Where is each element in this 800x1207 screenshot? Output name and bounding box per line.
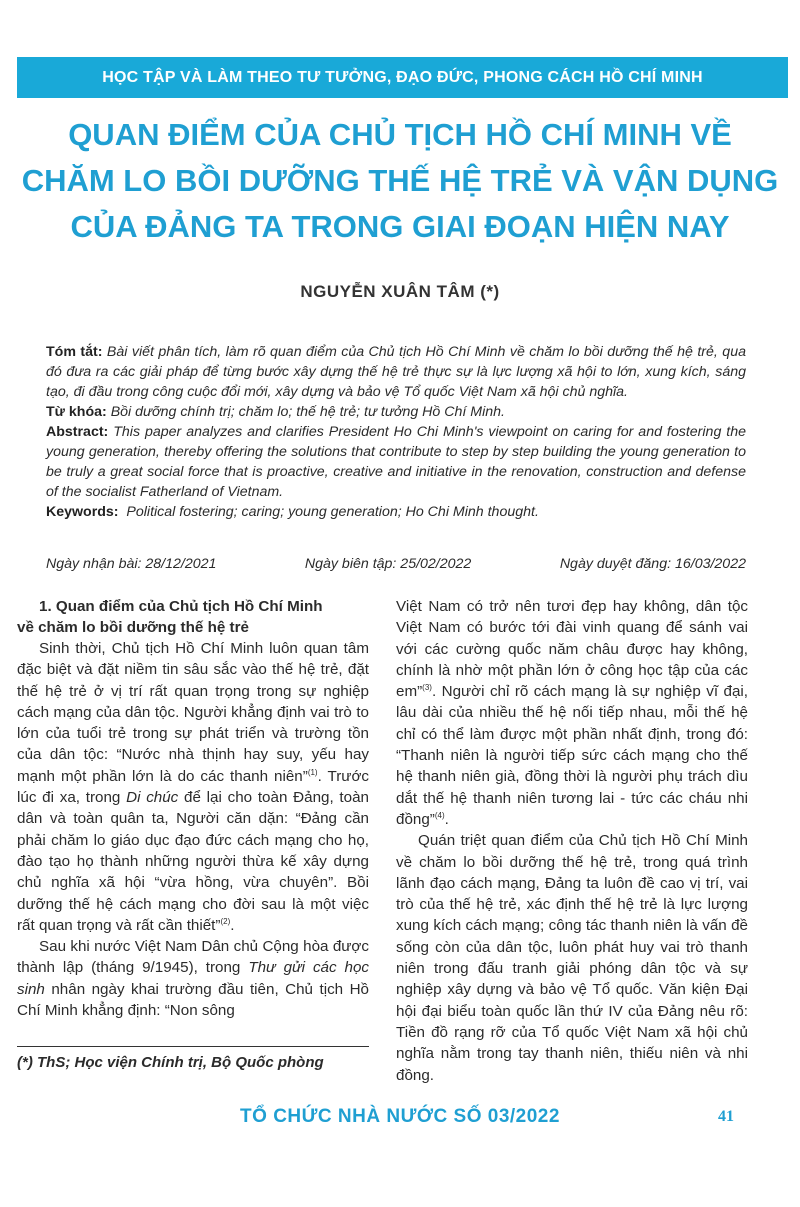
body-paragraph: Quán triệt quan điểm của Chủ tịch Hồ Chí Minh về chăm lo bồi dưỡng thế hệ trẻ, trong quá trình lãnh đạo cách mạng, Đảng ta luôn đề cao vị trí, vai trò của thế hệ trẻ, xác định thế hệ trẻ là lực lượng xung kích cách mạng; công tác thanh niên là vấn đề sống còn của dân tộc, luôn phát huy vai trò thanh niên trong đấu tranh giải phóng dân tộc và sự nghiệp xây dựng và bảo vệ Tổ quốc. Văn kiện Đại hội đại biểu toàn quốc lần thứ IV của Đảng nêu rõ: Tiền đồ rạng rỡ của Tổ quốc Việt Nam xã hội chủ nghĩa nằm trong tay thanh niên, thiếu niên và nhi đồng. — [396, 832, 748, 1084]
abstract-label: Abstract: — [46, 424, 109, 440]
section-heading-line: 1. Quan điểm của Chủ tịch Hồ Chí Minh — [39, 598, 323, 615]
journal-footer: TỔ CHỨC NHÀ NƯỚC SỐ 03/2022 — [240, 1106, 560, 1127]
summary-text: Bài viết phân tích, làm rõ quan điểm của Chủ tịch Hồ Chí Minh về chăm lo bồi dưỡng thế hệ trẻ, qua đó đưa ra các giải pháp để từng bước xây dựng thế hệ trẻ thực sự là lực lượng xã hội to lớn, xung kích, sáng tạo, đi đầu trong công cuộc đổi mới, xây dựng và bảo vệ Tổ quốc Việt Nam xã hội chủ nghĩa. — [46, 344, 746, 400]
article-dates — [46, 556, 746, 572]
footnote-ref: (3) — [422, 683, 432, 693]
summary-label: Tóm tắt: — [46, 344, 103, 360]
body-paragraph: Sinh thời, Chủ tịch Hồ Chí Minh luôn quan tâm đặc biệt và đặt niềm tin sâu sắc vào thế hệ trẻ, đặt thế hệ trẻ ở vị trí rất quan trọng trong sự nghiệp cách mạng của dân tộc. Người khẳng định vai trò to lớn của tuổi trẻ trong sự phát triển và trường tồn của dân tộc: “Nước nhà thịnh hay suy, yếu hay mạnh một phần lớn là do các thanh niên”$^{(1)}$. Trước lúc đi xa, trong Di chúc để lại cho toàn Đảng, toàn dân và toàn quân ta, Người căn dặn: “Đảng cần phải chăm lo giáo dục đạo đức cách mạng cho họ, đào tạo họ thành những người thừa kế xây dựng chủ nghĩa xã hội “vừa hồng, vừa chuyên”. Bồi dưỡng thế hệ cách mạng cho đời sau là một việc rất quan trọng và rất cần thiết”$^{(2)}$. — [17, 640, 370, 934]
keywords-vi-text: Bồi dưỡng chính trị; chăm lo; thế hệ trẻ; tư tưởng Hồ Chí Minh. — [110, 404, 505, 420]
date-approved: Ngày duyệt đăng: 16/03/2022 — [559, 556, 746, 572]
abstract-text: This paper analyzes and clarifies President Ho Chi Minh's viewpoint on caring for and fostering the young generation, thereby offering the solutions that contribute to step by step building the young generation to be truly a great social force that is proactive, creative and initiative in the renovation, construction and defense of the socialist Fatherland of Vietnam. — [46, 424, 746, 500]
keywords-vi — [46, 402, 746, 422]
section-banner: HỌC TẬP VÀ LÀM THEO TƯ TƯỞNG, ĐẠO ĐỨC, PHONG CÁCH HỒ CHÍ MINH — [17, 57, 788, 98]
author-footnote: (*) ThS; Học viện Chính trị, Bộ Quốc phòng — [17, 1054, 324, 1071]
summary-vi — [46, 342, 746, 402]
title-line: QUAN ĐIỂM CỦA CHỦ TỊCH HỒ CHÍ MINH VỀ — [68, 117, 732, 152]
body-paragraph: Sau khi nước Việt Nam Dân chủ Cộng hòa được thành lập (tháng 9/1945), trong Thư gửi các học sinh nhân ngày khai trường đầu tiên, Chủ tịch Hồ Chí Minh khẳng định: “Non sông — [17, 938, 370, 1020]
page-number: 41 — [718, 1108, 734, 1125]
footnote-ref: (4) — [434, 810, 445, 820]
article-title — [20, 112, 780, 250]
keywords-vi-label: Từ khóa: — [46, 404, 107, 420]
section-heading-line: về chăm lo bồi dưỡng thế hệ trẻ — [17, 619, 249, 636]
title-line: CỦA ĐẢNG TA TRONG GIAI ĐOẠN HIỆN NAY — [70, 209, 730, 244]
keywords-en — [46, 502, 746, 522]
body-column-left — [17, 596, 369, 1021]
keywords-en-text: Political fostering; caring; young generation; Ho Chi Minh thought. — [126, 504, 539, 520]
author-name: NGUYỄN XUÂN TÂM (*) — [300, 282, 500, 301]
keywords-en-label: Keywords: — [46, 504, 119, 520]
abstract-en — [46, 422, 746, 502]
title-line: CHĂM LO BỒI DƯỠNG THẾ HỆ TRẺ VÀ VẬN DỤNG — [21, 163, 779, 198]
body-column-right — [396, 596, 748, 1086]
footnote-ref: (2) — [220, 916, 231, 926]
date-received: Ngày nhận bài: 28/12/2021 — [46, 556, 217, 572]
section-heading — [17, 596, 369, 638]
footnote-divider — [17, 1046, 369, 1047]
abstract-block — [46, 342, 746, 522]
date-edited: Ngày biên tập: 25/02/2022 — [304, 556, 472, 572]
footnote-ref: (1) — [307, 767, 318, 777]
body-paragraph: Việt Nam có trở nên tươi đẹp hay không, dân tộc Việt Nam có bước tới đài vinh quang để sánh vai với các cường quốc năm châu được hay không, chính là nhờ một phần lớn ở công học tập của các em”$^{(3)}$. Người chỉ rõ cách mạng là sự nghiệp vĩ đại, lâu dài của nhiều thế hệ nối tiếp nhau, mỗi thế hệ chỉ có thể làm được một phần nhất định, trong đó: “Thanh niên là người tiếp sức cách mạng cho thế hệ thanh niên già, đồng thời là người phụ trách dìu dắt thế hệ thanh niên tương lai - tức các cháu nhi đồng”$^{(4)}$. — [396, 598, 748, 828]
